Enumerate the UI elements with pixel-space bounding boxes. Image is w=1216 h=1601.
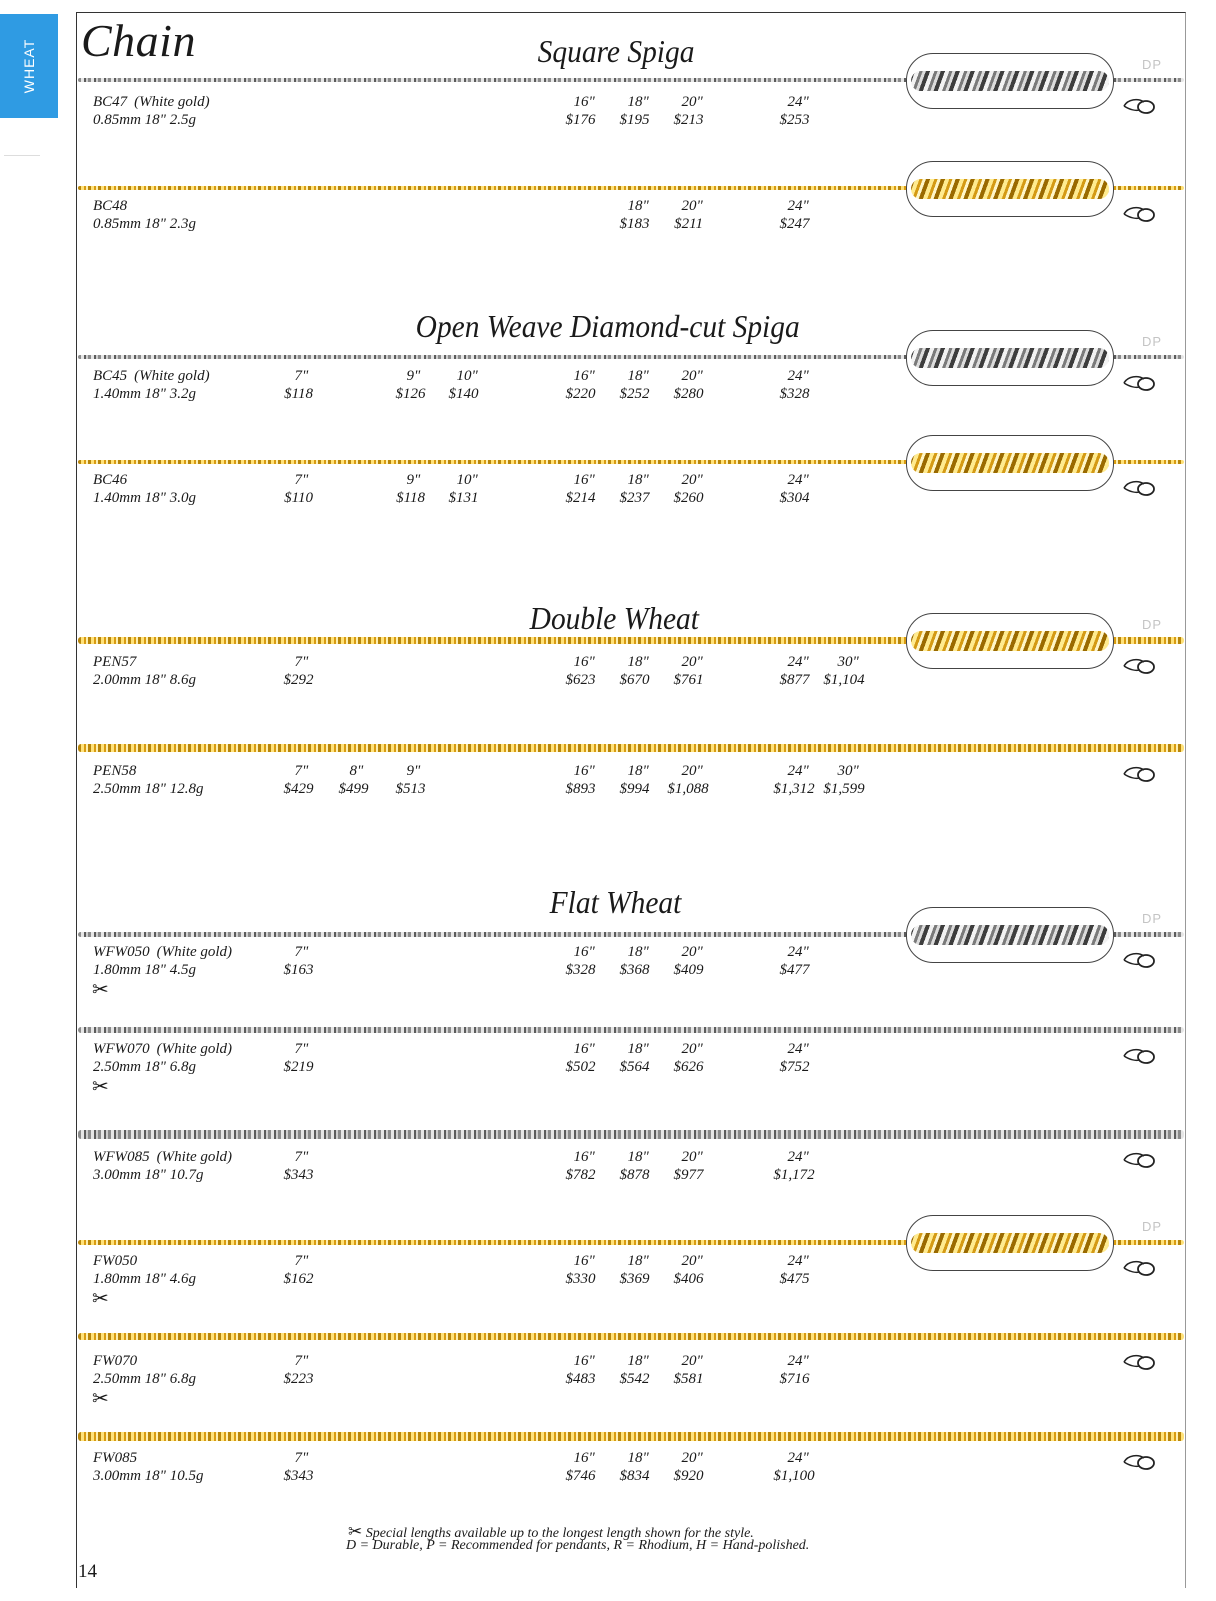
price: $1,100 [773,1468,815,1484]
item-code-text: BC45 [93,368,128,384]
price: $782 [565,1167,596,1183]
price: $163 [283,962,314,978]
length-label: 16" [573,1253,595,1269]
page-title: Chain [81,15,196,66]
price: $118 [396,490,426,506]
length-label: 24" [787,94,809,110]
length-label: 24" [787,1450,809,1466]
dp-mark: DP [1142,1219,1163,1234]
item-code [93,472,127,489]
item-specs: 2.00mm 18" 8.6g [93,672,196,688]
item-code [93,1149,232,1166]
chain-magnifier [906,330,1114,386]
price: $1,599 [823,781,865,797]
item-code-text: FW070 [93,1353,138,1369]
page-number: 14 [78,1561,97,1582]
price: $304 [779,490,810,506]
length-label: 20" [681,1149,703,1165]
lobster-clasp-icon [1122,1257,1156,1277]
price: $581 [673,1371,704,1387]
chain-strip [78,1432,1184,1441]
dp-mark: DP [1142,334,1163,349]
length-label: 18" [627,1450,649,1466]
price: $670 [619,672,650,688]
price: $252 [619,386,650,402]
chain-magnifier [906,435,1114,491]
price: $195 [619,112,650,128]
item-code-text: PEN58 [93,763,137,779]
lobster-clasp-icon [1122,1149,1156,1169]
price: $878 [619,1167,650,1183]
lobster-clasp-icon [1122,1045,1156,1065]
length-label: 16" [573,944,595,960]
item-specs: 2.50mm 18" 12.8g [93,781,204,797]
price: $626 [673,1059,704,1075]
scissors-icon: ✂ [348,1522,363,1541]
chain-strip [78,744,1184,752]
length-label: 24" [787,1041,809,1057]
length-label: 9" [406,472,421,488]
length-label: 9" [406,368,421,384]
price: $280 [673,386,704,402]
price: $183 [619,216,650,232]
length-label: 18" [627,1149,649,1165]
length-label: 16" [573,472,595,488]
length-label: 20" [681,1353,703,1369]
price: $429 [283,781,314,797]
length-label: 20" [681,654,703,670]
section-title: Open Weave Diamond-cut Spiga [412,308,803,345]
price: $140 [448,386,479,402]
lobster-clasp-icon [1122,1451,1156,1471]
length-label: 24" [787,1353,809,1369]
chain-closeup [911,179,1109,199]
length-label: 18" [627,654,649,670]
length-label: 30" [837,654,859,670]
price: $253 [779,112,810,128]
item-specs: 3.00mm 18" 10.5g [93,1468,204,1484]
chain-magnifier [906,1215,1114,1271]
scissors-icon: ✂ [92,1076,109,1098]
section-tab [0,14,58,118]
price: $126 [395,386,426,402]
price: $406 [673,1271,704,1287]
item-code-text: BC48 [93,198,128,214]
item-specs: 2.50mm 18" 6.8g [93,1371,196,1387]
item-code [93,1353,137,1370]
length-label: 16" [573,1353,595,1369]
price: $131 [448,490,479,506]
price: $219 [283,1059,314,1075]
length-label: 7" [294,472,309,488]
length-label: 24" [787,944,809,960]
price: $237 [619,490,650,506]
price: $328 [565,962,596,978]
price: $247 [779,216,810,232]
length-label: 7" [294,944,309,960]
price: $328 [779,386,810,402]
length-label: 7" [294,1353,309,1369]
price: $176 [565,112,596,128]
chain-closeup [911,1233,1109,1253]
length-label: 20" [681,944,703,960]
chain-closeup [911,925,1109,945]
price: $368 [619,962,650,978]
item-code-text: WFW085 [93,1149,150,1165]
item-specs: 2.50mm 18" 6.8g [93,1059,196,1075]
lobster-clasp-icon [1122,203,1156,223]
dp-mark: DP [1142,57,1163,72]
scissors-icon: ✂ [92,979,109,1001]
price: $477 [779,962,810,978]
item-code [93,654,136,671]
price: $213 [673,112,704,128]
length-label: 20" [681,1253,703,1269]
price: $110 [284,490,314,506]
dp-mark: DP [1142,911,1163,926]
chain-magnifier [906,907,1114,963]
item-code [93,94,210,111]
price: $211 [674,216,704,232]
length-label: 18" [627,94,649,110]
length-label: 16" [573,94,595,110]
section-title: Square Spiga [534,33,698,70]
chain-closeup [911,71,1109,91]
item-code [93,763,136,780]
item-code-text: FW085 [93,1450,138,1466]
length-label: 30" [837,763,859,779]
footnote-text-1: Special lengths available up to the longest length shown for the style. [365,1526,754,1541]
length-label: 7" [294,1450,309,1466]
length-label: 18" [627,198,649,214]
chain-closeup [911,631,1109,651]
length-label: 24" [787,1253,809,1269]
item-code-text: BC47 [93,94,128,110]
length-label: 8" [349,763,364,779]
price: $761 [673,672,704,688]
item-code [93,1041,232,1058]
price: $499 [338,781,369,797]
lobster-clasp-icon [1122,95,1156,115]
item-specs: 1.80mm 18" 4.6g [93,1271,196,1287]
item-code-text: WFW070 [93,1041,150,1057]
chain-closeup [911,348,1109,368]
item-code-text: FW050 [93,1253,138,1269]
length-label: 16" [573,1149,595,1165]
item-specs: 1.40mm 18" 3.2g [93,386,196,402]
length-label: 20" [681,472,703,488]
length-label: 7" [294,1253,309,1269]
item-specs: 0.85mm 18" 2.5g [93,112,196,128]
chain-magnifier [906,613,1114,669]
price: $877 [779,672,810,688]
price: $994 [619,781,650,797]
lobster-clasp-icon [1122,763,1156,783]
section-title: Flat Wheat [546,884,685,921]
price: $1,088 [667,781,709,797]
chain-magnifier [906,161,1114,217]
length-label: 9" [406,763,421,779]
length-label: 18" [627,1041,649,1057]
price: $118 [284,386,314,402]
item-code [93,198,127,215]
length-label: 7" [294,763,309,779]
chain-strip [78,1027,1184,1033]
item-specs: 1.80mm 18" 4.5g [93,962,196,978]
item-code [93,368,210,385]
lobster-clasp-icon [1122,1351,1156,1371]
length-label: 18" [627,472,649,488]
footnote-line-2: D = Durable, P = Recommended for pendants, R = Rhodium, H = Hand-polished. [346,1538,810,1553]
chain-strip [78,1130,1184,1139]
price: $292 [283,672,314,688]
length-label: 24" [787,654,809,670]
section-tab-label: WHEAT [21,38,37,94]
price: $893 [565,781,596,797]
price: $977 [673,1167,704,1183]
chain-closeup [911,453,1109,473]
price: $330 [565,1271,596,1287]
price: $513 [395,781,426,797]
length-label: 7" [294,1149,309,1165]
scissors-icon: ✂ [92,1388,109,1410]
length-label: 18" [627,763,649,779]
price: $502 [565,1059,596,1075]
lobster-clasp-icon [1122,477,1156,497]
lobster-clasp-icon [1122,655,1156,675]
price: $260 [673,490,704,506]
length-label: 18" [627,944,649,960]
length-label: 20" [681,1450,703,1466]
length-label: 16" [573,654,595,670]
price: $162 [283,1271,314,1287]
length-label: 16" [573,1041,595,1057]
length-label: 24" [787,763,809,779]
length-label: 18" [627,1353,649,1369]
item-metal: (White gold) [134,368,210,384]
item-specs: 3.00mm 18" 10.7g [93,1167,204,1183]
item-code [93,1450,137,1467]
lobster-clasp-icon [1122,372,1156,392]
item-specs: 1.40mm 18" 3.0g [93,490,196,506]
item-code-text: WFW050 [93,944,150,960]
length-label: 20" [681,94,703,110]
price: $483 [565,1371,596,1387]
price: $409 [673,962,704,978]
length-label: 24" [787,198,809,214]
price: $542 [619,1371,650,1387]
length-label: 20" [681,198,703,214]
length-label: 10" [456,472,478,488]
length-label: 18" [627,368,649,384]
price: $834 [619,1468,650,1484]
length-label: 16" [573,1450,595,1466]
length-label: 7" [294,1041,309,1057]
item-code [93,1253,137,1270]
price: $1,104 [823,672,865,688]
length-label: 16" [573,368,595,384]
scissors-icon: ✂ [92,1288,109,1310]
price: $623 [565,672,596,688]
length-label: 18" [627,1253,649,1269]
item-metal: (White gold) [156,1041,233,1057]
price: $564 [619,1059,650,1075]
item-metal: (White gold) [134,94,210,110]
length-label: 20" [681,1041,703,1057]
price: $369 [619,1271,650,1287]
price: $1,172 [773,1167,815,1183]
dp-mark: DP [1142,617,1163,632]
chain-strip [78,1333,1184,1340]
lobster-clasp-icon [1122,949,1156,969]
section-title: Double Wheat [526,600,703,637]
length-label: 24" [787,1149,809,1165]
price: $752 [779,1059,810,1075]
length-label: 20" [681,368,703,384]
item-specs: 0.85mm 18" 2.3g [93,216,196,232]
price: $343 [283,1468,314,1484]
price: $716 [779,1371,810,1387]
item-code-text: BC46 [93,472,128,488]
item-code [93,944,232,961]
item-metal: (White gold) [156,1149,233,1165]
item-metal: (White gold) [156,944,233,960]
price: $1,312 [773,781,815,797]
price: $746 [565,1468,596,1484]
length-label: 24" [787,368,809,384]
price: $214 [565,490,596,506]
chain-magnifier [906,53,1114,109]
price: $920 [673,1468,704,1484]
item-code-text: PEN57 [93,654,137,670]
length-label: 10" [456,368,478,384]
side-divider [4,155,40,156]
length-label: 7" [294,654,309,670]
price: $223 [283,1371,314,1387]
length-label: 16" [573,763,595,779]
price: $343 [283,1167,314,1183]
length-label: 7" [294,368,309,384]
length-label: 24" [787,472,809,488]
price: $475 [779,1271,810,1287]
page-frame [76,12,1186,1588]
price: $220 [565,386,596,402]
length-label: 20" [681,763,703,779]
